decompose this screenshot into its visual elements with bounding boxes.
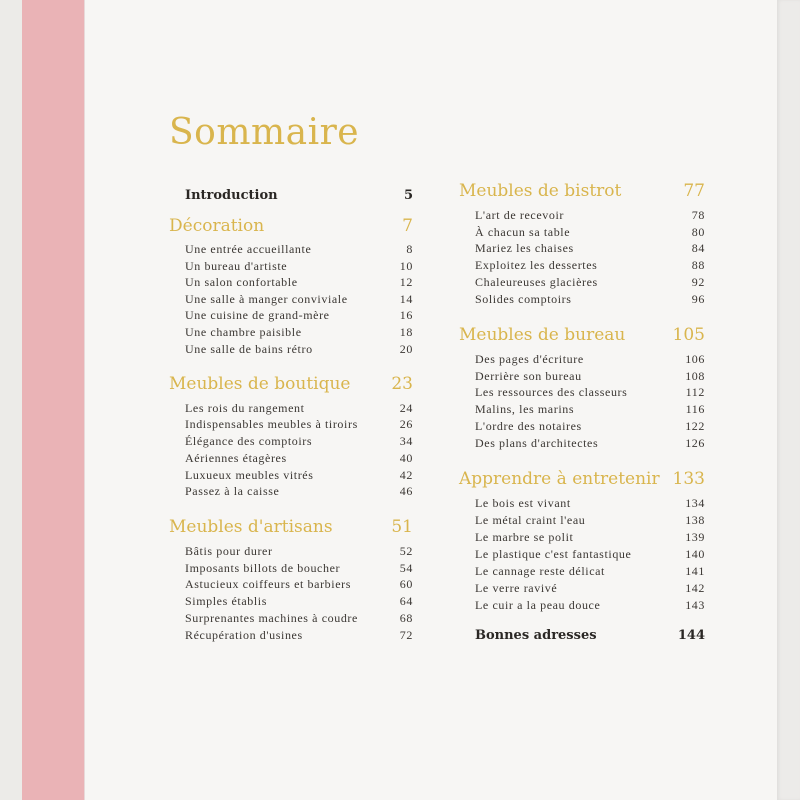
toc-entry[interactable] <box>169 417 413 433</box>
toc-entry[interactable] <box>459 564 705 580</box>
toc-entry-page: 14 <box>399 292 413 306</box>
section-entretenir-heading[interactable] <box>459 469 705 493</box>
toc-introduction-page: 5 <box>403 188 413 203</box>
toc-entry-page: 134 <box>685 496 705 510</box>
section-title: Meubles d'artisans <box>169 517 333 537</box>
toc-entry-page: 126 <box>685 436 705 450</box>
toc-entry[interactable] <box>459 513 705 529</box>
toc-entry-page: 60 <box>399 577 413 591</box>
toc-entry[interactable] <box>169 451 413 467</box>
toc-entry[interactable] <box>459 530 705 546</box>
toc-entry-page: 88 <box>691 258 705 272</box>
toc-entry[interactable] <box>459 436 705 452</box>
section-page: 133 <box>672 469 705 489</box>
toc-entry-page: 78 <box>691 208 705 222</box>
toc-entry[interactable] <box>459 547 705 563</box>
toc-entry-page: 92 <box>691 275 705 289</box>
toc-entry-label: Les ressources des classeurs <box>475 385 628 399</box>
section-page: 23 <box>391 374 413 394</box>
toc-entry-page: 16 <box>399 308 413 322</box>
toc-entry[interactable] <box>169 468 413 484</box>
toc-entry-label: Une salle à manger conviviale <box>185 292 348 306</box>
toc-entry-label: Luxueux meubles vitrés <box>185 468 314 482</box>
toc-bonnes-adresses-page: 144 <box>677 628 705 643</box>
toc-entry[interactable] <box>459 496 705 512</box>
toc-entry[interactable] <box>459 598 705 614</box>
toc-entry-page: 138 <box>685 513 705 527</box>
toc-entry-label: Imposants billots de boucher <box>185 561 341 575</box>
toc-entry-page: 139 <box>685 530 705 544</box>
toc-entry-label: Le métal craint l'eau <box>475 513 586 527</box>
section-page: 77 <box>683 181 705 201</box>
section-title: Meubles de bistrot <box>459 181 622 201</box>
toc-entry-page: 84 <box>691 241 705 255</box>
section-decoration-heading[interactable] <box>169 216 413 240</box>
toc-entry-label: Récupération d'usines <box>185 628 303 642</box>
toc-entry-page: 106 <box>685 352 705 366</box>
toc-entry[interactable] <box>169 401 413 417</box>
toc-entry-label: Le cannage reste délicat <box>475 564 605 578</box>
toc-entry[interactable] <box>169 308 413 324</box>
toc-entry-label: Simples établis <box>185 594 267 608</box>
toc-introduction[interactable] <box>169 188 413 206</box>
toc-entry-label: Derrière son bureau <box>475 369 582 383</box>
toc-entry-page: 122 <box>685 419 705 433</box>
toc-entry-label: Un bureau d'artiste <box>185 259 288 273</box>
toc-entry-label: Surprenantes machines à coudre <box>185 611 358 625</box>
toc-entry[interactable] <box>459 241 705 257</box>
toc-entry[interactable] <box>169 292 413 308</box>
toc-entry-page: 142 <box>685 581 705 595</box>
section-page: 105 <box>672 325 705 345</box>
toc-entry-page: 42 <box>399 468 413 482</box>
toc-entry-page: 112 <box>685 385 705 399</box>
toc-entry[interactable] <box>459 402 705 418</box>
toc-entry-label: Le bois est vivant <box>475 496 571 510</box>
toc-entry-label: À chacun sa table <box>475 225 571 239</box>
toc-entry[interactable] <box>169 594 413 610</box>
toc-introduction-label: Introduction <box>185 188 278 203</box>
toc-entry-label: L'ordre des notaires <box>475 419 582 433</box>
toc-entry[interactable] <box>169 544 413 560</box>
toc-entry-page: 34 <box>399 434 413 448</box>
toc-entry[interactable] <box>459 275 705 291</box>
toc-entry-label: Des pages d'écriture <box>475 352 584 366</box>
toc-entry-label: Exploitez les dessertes <box>475 258 598 272</box>
toc-entry-label: Le verre ravivé <box>475 581 558 595</box>
toc-bonnes-adresses[interactable] <box>459 628 705 646</box>
toc-entry-label: Les rois du rangement <box>185 401 305 415</box>
toc-entry-page: 64 <box>399 594 413 608</box>
section-title: Décoration <box>169 216 265 236</box>
toc-entry-label: Une entrée accueillante <box>185 242 312 256</box>
toc-entry-page: 80 <box>691 225 705 239</box>
toc-entry[interactable] <box>459 292 705 308</box>
toc-entry[interactable] <box>169 275 413 291</box>
toc-entry-page: 52 <box>399 544 413 558</box>
toc-entry[interactable] <box>169 242 413 258</box>
section-page: 51 <box>391 517 413 537</box>
toc-entry[interactable] <box>459 419 705 435</box>
section-bistrot-heading[interactable] <box>459 181 705 205</box>
toc-entry[interactable] <box>169 561 413 577</box>
toc-entry-label: L'art de recevoir <box>475 208 564 222</box>
toc-entry-label: Indispensables meubles à tiroirs <box>185 417 358 431</box>
toc-entry-page: 10 <box>399 259 413 273</box>
toc-entry-page: 54 <box>399 561 413 575</box>
toc-entry-label: Solides comptoirs <box>475 292 572 306</box>
toc-entry-label: Bâtis pour durer <box>185 544 273 558</box>
toc-entry-label: Des plans d'architectes <box>475 436 599 450</box>
toc-entry-page: 40 <box>399 451 413 465</box>
toc-entry[interactable] <box>169 577 413 593</box>
toc-entry-label: Élégance des comptoirs <box>185 434 313 448</box>
toc-entry[interactable] <box>169 484 413 500</box>
toc-entry[interactable] <box>459 225 705 241</box>
section-boutique-heading[interactable] <box>169 374 413 398</box>
toc-entry-page: 108 <box>685 369 705 383</box>
toc-entry[interactable] <box>169 325 413 341</box>
toc-entry[interactable] <box>169 434 413 450</box>
toc-entry-label: Chaleureuses glacières <box>475 275 598 289</box>
toc-entry-page: 18 <box>399 325 413 339</box>
toc-entry-label: Une salle de bains rétro <box>185 342 313 356</box>
toc-entry-page: 12 <box>399 275 413 289</box>
toc-entry[interactable] <box>459 258 705 274</box>
toc-entry-label: Mariez les chaises <box>475 241 574 255</box>
pink-margin-band <box>22 0 84 800</box>
toc-entry-page: 141 <box>685 564 705 578</box>
toc-entry-page: 140 <box>685 547 705 561</box>
toc-entry[interactable] <box>459 208 705 224</box>
toc-entry[interactable] <box>169 611 413 627</box>
toc-entry[interactable] <box>459 352 705 368</box>
toc-entry[interactable] <box>459 369 705 385</box>
toc-entry-label: Un salon confortable <box>185 275 298 289</box>
toc-entry-page: 8 <box>406 242 413 256</box>
toc-entry[interactable] <box>169 628 413 644</box>
toc-entry-label: Le marbre se polit <box>475 530 574 544</box>
toc-entry-page: 24 <box>399 401 413 415</box>
page-title: Sommaire <box>169 112 360 153</box>
toc-entry-label: Le cuir a la peau douce <box>475 598 601 612</box>
toc-entry-label: Une cuisine de grand-mère <box>185 308 330 322</box>
toc-entry-label: Aériennes étagères <box>185 451 287 465</box>
toc-entry-page: 72 <box>399 628 413 642</box>
toc-entry[interactable] <box>459 385 705 401</box>
toc-entry-page: 143 <box>685 598 705 612</box>
toc-entry-page: 96 <box>691 292 705 306</box>
toc-bonnes-adresses-label: Bonnes adresses <box>475 628 597 643</box>
toc-entry-page: 68 <box>399 611 413 625</box>
toc-entry[interactable] <box>169 342 413 358</box>
section-bureau-heading[interactable] <box>459 325 705 349</box>
toc-entry-label: Astucieux coiffeurs et barbiers <box>185 577 351 591</box>
toc-entry[interactable] <box>169 259 413 275</box>
toc-entry-page: 20 <box>399 342 413 356</box>
toc-entry-page: 116 <box>685 402 705 416</box>
section-artisans-heading[interactable] <box>169 517 413 541</box>
right-page-edge <box>777 0 800 800</box>
section-title: Apprendre à entretenir <box>459 469 660 489</box>
toc-entry-label: Le plastique c'est fantastique <box>475 547 632 561</box>
toc-entry-label: Une chambre paisible <box>185 325 302 339</box>
toc-entry[interactable] <box>459 581 705 597</box>
section-title: Meubles de bureau <box>459 325 626 345</box>
section-page: 7 <box>402 216 413 236</box>
toc-entry-label: Malins, les marins <box>475 402 575 416</box>
toc-entry-page: 26 <box>399 417 413 431</box>
left-page-edge <box>0 0 22 800</box>
toc-entry-label: Passez à la caisse <box>185 484 280 498</box>
toc-entry-page: 46 <box>399 484 413 498</box>
section-title: Meubles de boutique <box>169 374 351 394</box>
